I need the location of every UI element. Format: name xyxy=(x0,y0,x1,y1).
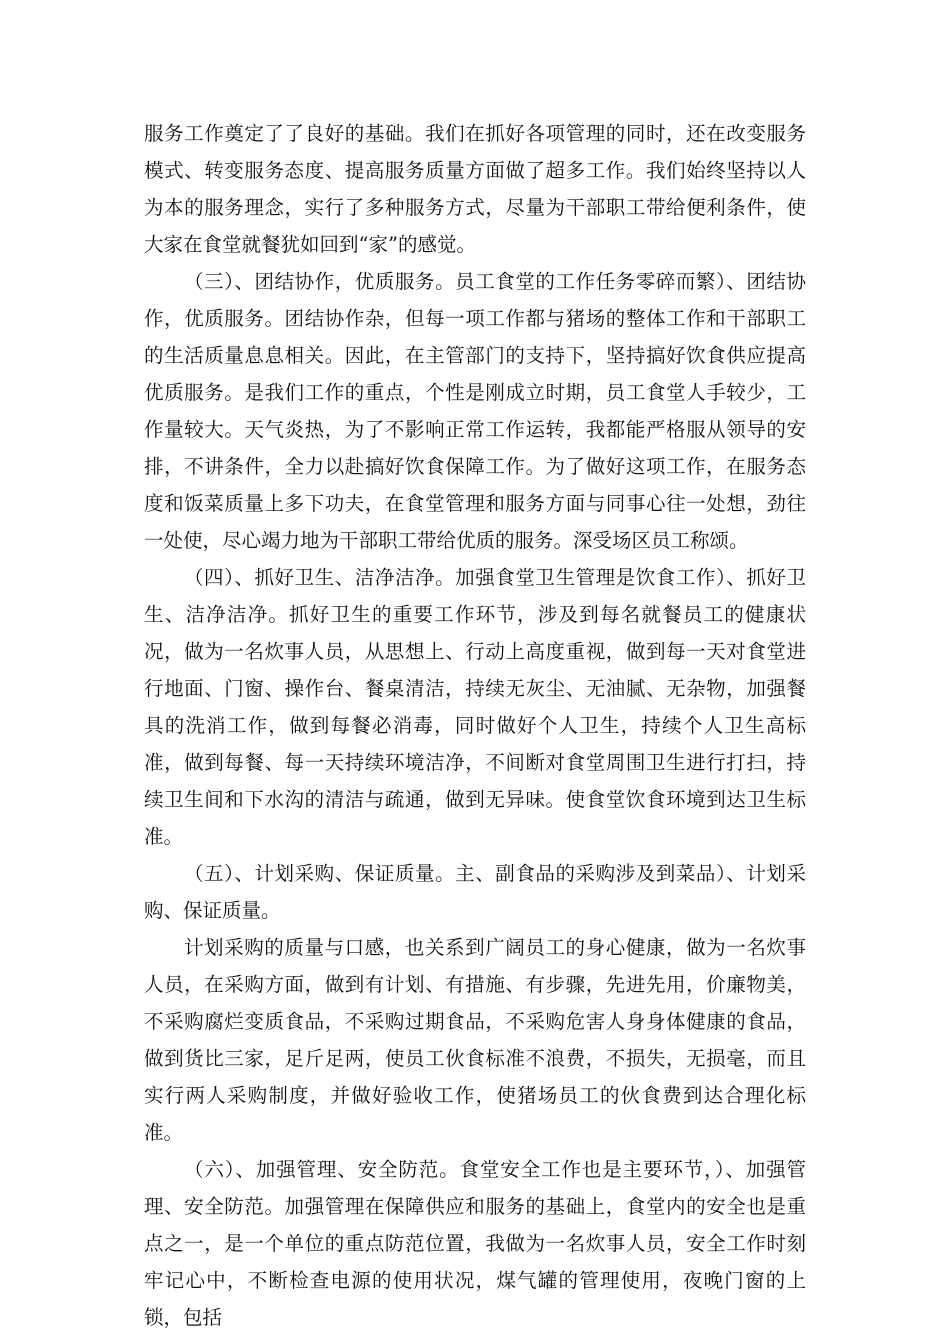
paragraph-service-foundation: 服务工作奠定了了良好的基础。我们在抓好各项管理的同时，还在改变服务模式、转变服务态度、提高服务质量方面做了超多工作。我们始终坚持以人为本的服务理念，实行了多种服务方式，尽量为干部职工带给便利条件，使大家在食堂就餐犹如回到“家”的感觉。 xyxy=(144,122,806,256)
document-body xyxy=(144,115,806,1336)
paragraph-teamwork: （三）、团结协作，优质服务。员工食堂的工作任务零碎而繁）、团结协作，优质服务。团结协作杂，但每一项工作都与猪场的整体工作和干部职工的生活质量息息相关。因此，在主管部门的支持下，坚持搞好饮食供应提高优质服务。是我们工作的重点，个性是刚成立时期，员工食堂人手较少，工作量较大。天气炎热，为了不影响正常工作运转，我都能严格服从领导的安排，不讲条件，全力以赴搞好饮食保障工作。为了做好这项工作，在服务态度和饭菜质量上多下功夫，在食堂管理和服务方面与同事心往一处想，劲往一处使，尽心竭力地为干部职工带给优质的服务。深受场区员工称颂。 xyxy=(144,270,806,552)
paragraph-purchasing-detail: 计划采购的质量与口感，也关系到广阔员工的身心健康，做为一名炊事人员，在采购方面，做到有计划、有措施、有步骤，先进先用，价廉物美，不采购腐烂变质食品，不采购过期食品，不采购危害人身身体健康的食品，做到货比三家，足斤足两，使员工伙食标准不浪费，不损失，无损毫，而且实行两人采购制度，并做好验收工作，使猪场员工的伙食费到达合理化标准。 xyxy=(144,936,806,1144)
paragraph-purchasing-heading: （五）、计划采购、保证质量。主、副食品的采购涉及到菜品）、计划采购、保证质量。 xyxy=(144,862,806,922)
paragraph-hygiene: （四）、抓好卫生、洁净洁净。加强食堂卫生管理是饮食工作）、抓好卫生、洁净洁净。抓好卫生的重要工作环节，涉及到每名就餐员工的健康状况，做为一名炊事人员，从思想上、行动上高度重视，做到每一天对食堂进行地面、门窗、操作台、餐桌清洁，持续无灰尘、无油腻、无杂物，加强餐具的洗消工作，做到每餐必消毒，同时做好个人卫生，持续个人卫生高标准，做到每餐、每一天持续环境洁净，不间断对食堂周围卫生进行打扫，持续卫生间和下水沟的清洁与疏通，做到无异味。使食堂饮食环境到达卫生标准。 xyxy=(144,566,806,848)
paragraph-safety: （六）、加强管理、安全防范。食堂安全工作也是主要环节，）、加强管理、安全防范。加强管理在保障供应和服务的基础上，食堂内的安全也是重点之一，是一个单位的重点防范位置，我做为一名炊事人员，安全工作时刻牢记心中，不断检查电源的使用状况，煤气罐的管理使用，夜晚门窗的上锁，包括 xyxy=(144,1158,806,1329)
